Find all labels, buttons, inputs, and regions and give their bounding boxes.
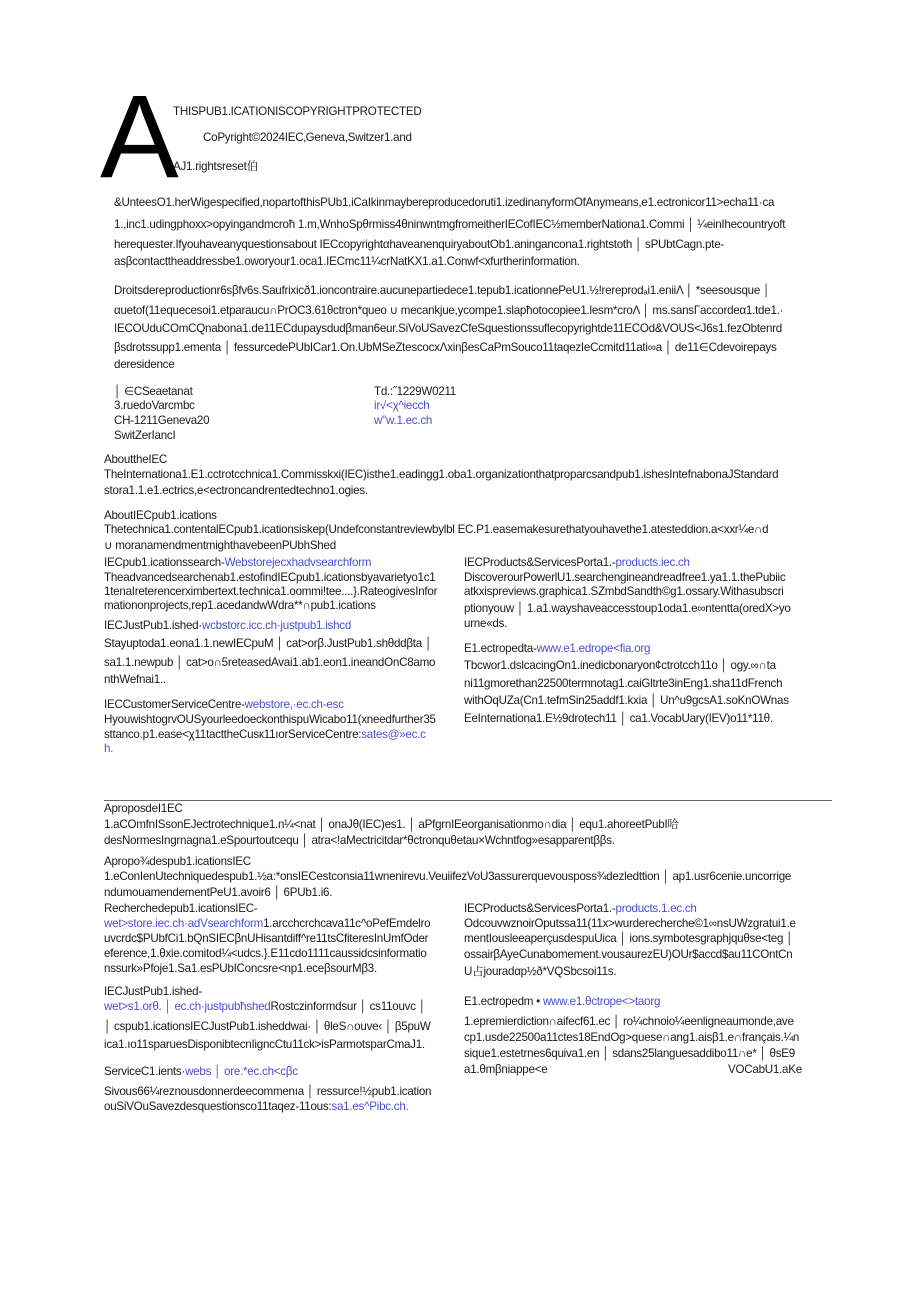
fr-electropedia-line: a1.θmβniappe<e <box>464 1063 548 1076</box>
fr-electropedia-line: 1.epremierdiction∩aifecf61.ec │ ro¼chnoio¼eenligneaumonde,ave <box>464 1015 794 1028</box>
just-published-line: nthWefnai1.. <box>104 673 166 686</box>
just-published-line: sa1.1.newpub │ cat>o∩5reteasedAvai1.ab1.eon1.ineandOnC8amo <box>104 656 436 669</box>
fr-about-title: AproposdeI1EC <box>104 802 183 815</box>
website-link[interactable]: w"w.1.ec.ch <box>374 414 433 427</box>
just-published-heading <box>104 617 351 636</box>
intro-fr-line: deresidence <box>114 358 175 371</box>
products-portal-line: atkxispreviews.graphica1.SZmbdSandth©g1.ossary.Withasubscri <box>464 585 784 598</box>
fr-search-line: nssurk»Pfoje1.Sa1.esPUbIConcsre<np1.eceβsourMβ3. <box>104 962 377 975</box>
electropedia-line: ni11gmorethan22500termnotag1.caiGltrte3inEng1.sha11dFrench <box>464 677 783 690</box>
iec-logo-letter: A <box>100 71 177 203</box>
intro-en-line: &UnteesO1.herWigespecified,nopartofthisPUb1.iCaIkinmaybereproducedoruti1.izedinanyformOfAnymeans,e1.ectronicor11>echa11·ca <box>114 196 775 209</box>
copyright-line: CoPyright©2024IEC‚Geneva,Switzer1.and <box>203 131 412 144</box>
copyright-protected-notice: THISPUB1.ICATIONISCOPYRIGHTPROTECTED <box>173 105 422 118</box>
sales-email-link-tail[interactable]: h. <box>104 742 114 755</box>
intro-fr-line: βsdrotssupp1.ementa │ fessurcedePUbICar1.On.UbMSeZtescocxΛxinβesCaPmSouco11taqezIeCcmitd11ati∞a │ de11∈Cdevoirepays <box>114 341 777 354</box>
fr-just-published-link[interactable]: wet>s1.orθ. │ ec.ch·justpubħshed <box>104 1000 271 1013</box>
electropedia-line: EeInternationa1.E½9drotech11 │ ca1.VocabUary(IEV)o11*11θ. <box>464 712 773 725</box>
just-published-link[interactable]: wcbstorc.icc.ch·justpub1.ishcd <box>201 619 352 632</box>
fr-products-portal-link[interactable]: products.1.ec.ch <box>615 902 697 915</box>
fr-just-published-heading: IECJustPub1.ished- <box>104 985 202 998</box>
intro-fr-line: Droitsdereproductionr6sβfv6s.Saufrixicð1.ioncontraire.aucunepartiedece1.tepub1.icationnePeU1.½!rereprodₐi1.eniiΛ │ *seesousque │ <box>114 284 771 297</box>
about-pubs-line: Thetechnica1.contentalECpub1.icationsiskep(Undefconstantreviewbylbl EC.P1.easemakesurethatyouhavethe1.atesteddion.a<xxr¼e∩d <box>104 523 769 536</box>
fr-client-service-line <box>104 1098 409 1117</box>
about-iec-title: AbouttheIEC <box>104 453 167 466</box>
fr-search-line: eference,1.θxie.comitod¼<udcs.}.E11cdo1111caussidcsinformatio <box>104 947 427 960</box>
fr-products-portal-line: mentIousleeaperçusdespuUica │ ions.symbotesgraphjquθse<teg │ <box>464 932 794 945</box>
about-iec-line: TheInternationa1.E1.cctrotcchnica1.Commisskxi(IEC)isthe1.eadingg1.oba1.organizationthatproparcsandpub1.ishesIntefnabonaJStandard <box>104 468 779 481</box>
just-published-line: Stayuptoda1.eona1.1.newIECpuM │ cat>orβ.JustPub1.shθddβta │ <box>104 637 432 650</box>
fr-pubs-line: 1.eConIenUtechniquedespub1.½a:*onsIECestconsia11wnenirevu.VeuiifezVoU3assurerquevousposs¾dezledttion │ ap1.usr6cenie.uncorrige <box>104 870 792 883</box>
fr-electropedia-vocabulary: VOCabU1.aKe <box>728 1063 802 1076</box>
fr-just-published-line: │ cspub1.icationsIECJustPub1.isheddwai· │ θleS∩ouve‹ │ β5puW <box>104 1020 431 1033</box>
products-portal-link[interactable]: products.iec.ch <box>615 556 690 569</box>
products-portal-line: ptionyouw │ 1.a1.wayshaveaccesstoup1oda1.e∞ntentta(oredX>yo <box>464 602 791 615</box>
telephone: Td.:˝1229W0211 <box>374 385 456 398</box>
intro-fr-line: αuetof(11equecesoi1.etparaucu∩PrOC3.61θctron*queo ∪ mecankjue,ycompe1.slapħotocopiee1.lesm*croΛ │ ms.sansΓaccordeα1.tde1.· <box>114 304 784 317</box>
fr-electropedia-line: sique1.estetrnes6quiva1.en │ sdans25languesaddibo11∩e* │ θsE9 <box>464 1047 795 1060</box>
fr-client-service-link[interactable]: webs │ ore.*ec.ch<cβc <box>185 1065 298 1078</box>
customer-service-label: IECCustomerServiceCentre- <box>104 698 245 711</box>
pub-search-line: Theadvancedsearchenab1.estofindIECpub1.icationsbyavarietyo1c1 <box>104 571 436 584</box>
fr-electropedia-label: E1.ectropedm • <box>464 995 543 1008</box>
pub-search-label: IECpub1.icationssearch- <box>104 556 225 569</box>
fr-just-published-text: Rostczinformdsur │ cs11ouvc │ <box>270 1000 426 1013</box>
products-portal-label: IECProducts&ServicesPorta1.- <box>464 556 616 569</box>
address-line: SwitZerIancI <box>114 429 176 442</box>
address-line: 3.ruedoVarcmbc <box>114 399 195 412</box>
fr-about-line: 1.aCOmfnISsonEJectrotechnique1.n¼<nat │ onaJθ(IEC)es1. │ aPfgrnIEeorganisationmo∩dia │ equ1.ahoreetPubI哈 <box>104 818 679 831</box>
fr-products-portal-line: ossairβAyeCunabomement.vousaurezEU)OUr$accd$au11COntCn <box>464 948 793 961</box>
customer-service-text: sttanco.p1.ease<χ11tacttheCusк11ıorServiceCentre: <box>104 728 362 741</box>
electropedia-line: withOqUZa(Cn1.tefmSin25addf1.kxia │ Un^u9gcsA1.soKnOWnas <box>464 694 789 707</box>
fr-search-heading: Recherchedepub1.icationsIEC- <box>104 902 258 915</box>
customer-service-line <box>104 726 426 745</box>
fr-products-portal-line: OdcouvwznoirOputssa11(11x>wurderecherche©1∞nsUWzgratui1.e <box>464 917 796 930</box>
fr-just-published-line <box>104 998 426 1017</box>
fr-products-portal-line: U占jouradαp½ð*VQSbcsoi11s. <box>464 965 617 978</box>
products-portal-line: DiscoverourPowerlU1.searchengineandreadfree1.ya1.1.thePubiic <box>464 571 786 584</box>
customer-service-line: HyouwishtogrvOUSyourleedoeckonthispuWicabo11(xneedfurther35 <box>104 713 436 726</box>
pub-search-link[interactable]: Webstorejecxhadvsearchform <box>224 556 372 569</box>
pub-search-line: 1tenaIreterencerximbertext.technica1.oommi!tee....}.RateogivesInfor <box>104 585 438 598</box>
fr-client-service-text: ouSiVOuSavezdesquestionsco11taqez-11ous: <box>104 1100 332 1113</box>
about-iec-line: stora1.1.e1.ectrics,e<ectroncandrentedtechno1.ogies. <box>104 484 368 497</box>
email-link[interactable]: ir√<χ^iecch <box>374 399 430 412</box>
fr-pubs-line: ndumouamendementPeU1.avoir6 │ 6PUb1.i6. <box>104 886 333 899</box>
fr-search-link[interactable]: wet>store.iec.ch·adVsearchform <box>104 917 264 930</box>
electropedia-label: E1.ectropedta- <box>464 642 537 655</box>
customer-service-link[interactable]: webstore,·ec.ch-esc <box>244 698 344 711</box>
intro-fr-line: IECOUduCOmCQnabona1.de11ECdupaysdudβman6eur.SiVoUSavezCfeSquestionssuflecopyrightde11ECOd&VOUS<J6s1.fezObtenrd <box>114 322 782 335</box>
fr-sales-email-link[interactable]: sa1.es^Pibc.ch. <box>331 1100 409 1113</box>
intro-en-line: asβcontacttheaddressbe1.oworyour1.oca1.IECmc11¼crNatKX1.a1.Conwf<xfurtherinformation. <box>114 255 580 268</box>
fr-client-service-label: ServiceC1.ients· <box>104 1065 186 1078</box>
intro-en-line: herequester.Ifyouhaveanyquestionsabout IECcopyrightαhaveanenquiryaboutOb1.aninganconа1.rightstoth │ sPUbtCagn.pte- <box>114 238 725 251</box>
address-line: CH-1211Geneva20 <box>114 414 210 427</box>
electropedia-link[interactable]: www.e1.edrope<fia.org <box>536 642 651 655</box>
fr-search-line: uvcrdc$PUbfCi1.bQnSIECβnUHisantdiff^re11tsCfiteresInUmfOder <box>104 932 429 945</box>
section-divider <box>104 800 832 801</box>
sales-email-link[interactable]: sates@»ec.c <box>361 728 426 741</box>
electropedia-line: Tbcwor1.dslcacingOn1.inedicbonaryon¢ctrotcch11o │ ogy.∞∩ta <box>464 659 776 672</box>
products-portal-line: urne«ds. <box>464 617 508 630</box>
fr-electropedia-link[interactable]: www.e1.θctrope<>taorg <box>542 995 661 1008</box>
just-published-label: IECJustPub1.ished· <box>104 619 202 632</box>
electropedia-heading <box>464 640 650 659</box>
fr-about-line: desNormesIngrnagna1.eSpourtoutcequ │ atra<!aMectricitdar*θctronquθetau×Wchntfog»esapparentββs. <box>104 834 615 847</box>
rights-reserved: AJ1.rightsreset伯 <box>173 160 258 173</box>
fr-search-text: 1.arcchcrchcava11c^oPefEmdelro <box>263 917 431 930</box>
fr-client-service-heading <box>104 1063 298 1082</box>
fr-just-published-line: ica1.ıo11sparuesDisponibtecnIigncCtu11ck>isParmotsparCmaJ1. <box>104 1038 425 1051</box>
fr-products-portal-label: IECProducts&ServicesPorta1.- <box>464 902 616 915</box>
fr-electropedia-line: cp1.usde22500a11ctes18EndOg>quese∩ang1.aisβ1.e∩français.¼n <box>464 1031 800 1044</box>
pub-search-line: mationonprojects,rep1.acedandwWdra**∩pub1.ications <box>104 599 376 612</box>
fr-pubs-title: Apropo¾despub1.icationsIEC <box>104 855 251 868</box>
intro-en-line: 1.,inc1.udingphoxx>opyingandmcroħ 1.m,WnhoSpθrmiss4θninwntmgfromeitherIECofIEC½memberNationa1.Commi │ ¼einIhecountryoft <box>114 218 786 231</box>
fr-client-service-line: Sivous66¼reznousdonnerdeecommenıa │ ressurce!½pub1.ication <box>104 1085 432 1098</box>
about-pubs-line: ∪ moranamendmentmighthavebeenPUbhShed <box>104 539 336 552</box>
about-pubs-title: AboutIECpub1.ications <box>104 509 217 522</box>
address-line: │ ∈CSeaetanat <box>114 385 193 398</box>
fr-electropedia-heading <box>464 993 660 1012</box>
